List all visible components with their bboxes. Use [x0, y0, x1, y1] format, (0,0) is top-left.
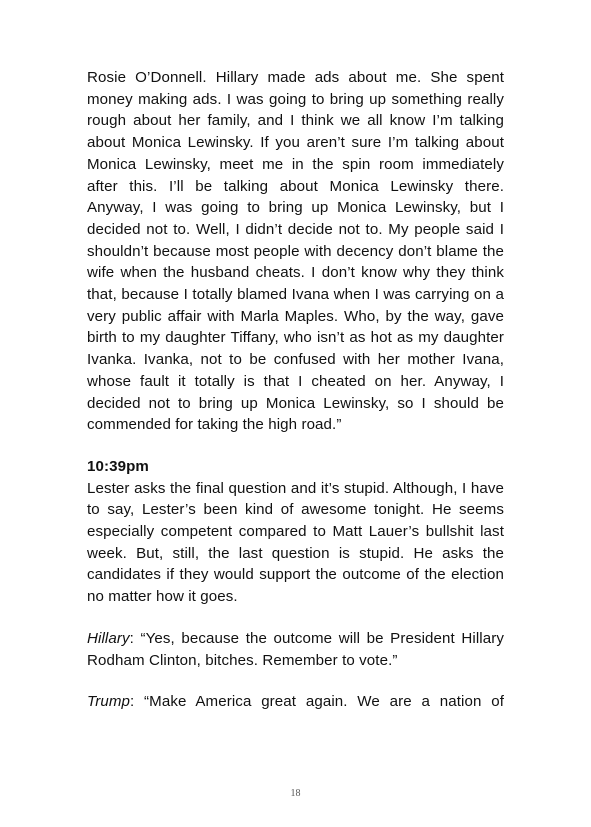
speaker-quote: : “Make America great again. We are a nation of — [130, 693, 504, 711]
paragraph-spacer — [87, 608, 504, 628]
page-number: 18 — [290, 788, 301, 799]
paragraph-hillary-answer — [87, 628, 504, 671]
timestamp-heading: 10:39pm — [87, 457, 149, 475]
paragraph-trump-answer — [87, 691, 504, 713]
speaker-name: Hillary — [87, 629, 130, 647]
paragraph-spacer — [87, 436, 504, 456]
speaker-name: Trump — [87, 693, 130, 711]
paragraph-trump-quote-end: Rosie O’Donnell. Hillary made ads about me. She spent money making ads. I was going to bring up something really rough about her family, and I think we all know I’m talking about Monica Lewinsky. If you aren’t sure I’m talking about Monica Lewinsky, meet me in the spin room immediately after this. I’ll be talking about Monica Lewinsky there. Anyway, I was going to bring up Monica Lewinsky, but I decided not to. Well, I didn’t decide not to. My people said I shouldn’t because most people with decency don’t blame the wife when the husband cheats. I don’t know why they think that, because I totally blamed Ivana when I was carrying on a very public affair with Marla Maples. Who, by the way, gave birth to my daughter Tiffany, who isn’t as hot as my daughter Ivanka. Ivanka, not to be confused with her mother Ivana, whose fault it totally is that I cheated on her. Anyway, I decided not to bring up Monica Lewinsky, so I should be commended for taking the high road.” — [87, 69, 504, 434]
paragraph-spacer — [87, 671, 504, 691]
paragraph-final-question: Lester asks the final question and it’s stupid. Although, I have to say, Lester’s been kind of awesome tonight. He seems especially competent compared to Matt Lauer’s bullshit last week. But, still, the last question is stupid. He asks the candidates if they would support the outcome of the election no matter how it goes. — [87, 479, 504, 606]
speaker-quote: : “Yes, because the outcome will be President Hillary Rodham Clinton, bitches. Remember to vote.” — [87, 629, 504, 669]
page-body — [87, 67, 504, 713]
